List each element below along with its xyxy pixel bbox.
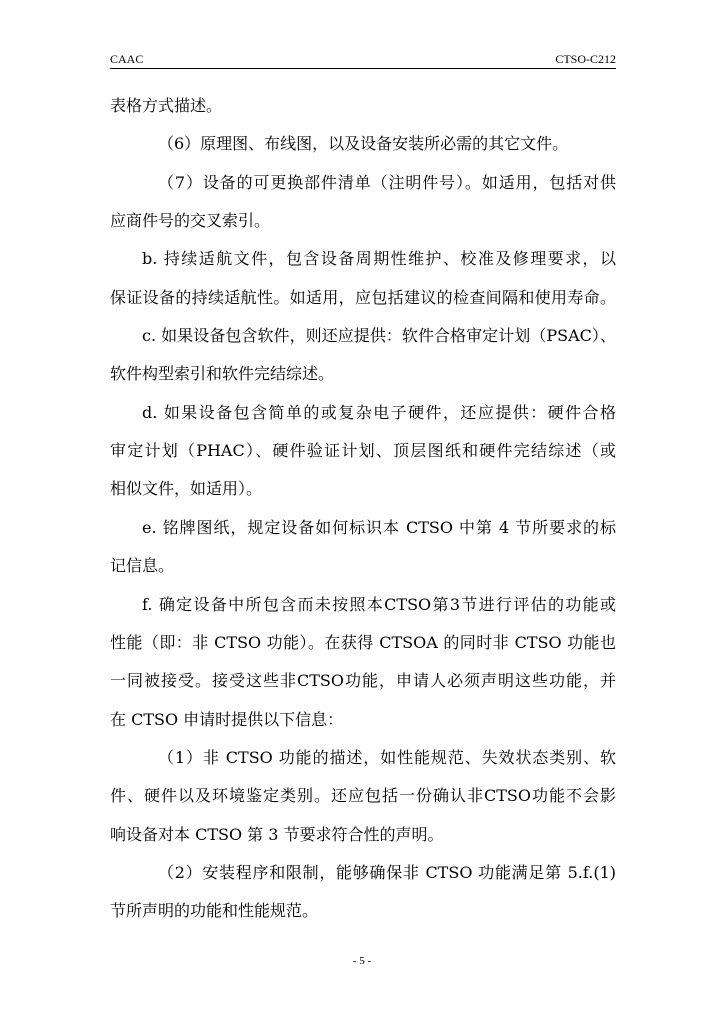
body-line: 响设备对本 CTSO 第 3 节要求符合性的声明。 — [110, 825, 444, 844]
body-line: （6）原理图、布线图，以及设备安装所必需的其它文件。 — [158, 134, 569, 153]
body-line: 相似文件，如适用）。 — [110, 479, 263, 498]
body-line: 表格方式描述。 — [110, 96, 223, 115]
body-line: 记信息。 — [110, 556, 175, 575]
header-left-caac: CAAC — [110, 52, 144, 66]
page-number: - 5 - — [352, 955, 372, 967]
header-rule — [110, 68, 616, 69]
body-line: b. 持续适航文件，包含设备周期性维护、校准及修理要求，以 — [142, 249, 616, 268]
body-line: 件、硬件以及环境鉴定类别。还应包括一份确认非CTSO功能不会影 — [110, 786, 616, 805]
body-line: e. 铭牌图纸，规定设备如何标识本 CTSO 中第 4 节所要求的标 — [142, 518, 616, 537]
body-line: 保证设备的持续适航性。如适用，应包括建议的检查间隔和使用寿命。 — [110, 288, 616, 307]
body-line: 性能（即：非 CTSO 功能）。在获得 CTSOA 的同时非 CTSO 功能也 — [110, 633, 616, 652]
body-line: 审定计划（PHAC）、硬件验证计划、顶层图纸和硬件完结综述（或 — [110, 441, 616, 460]
body-line: （2）安装程序和限制，能够确保非 CTSO 功能满足第 5.f.(1) — [158, 863, 616, 882]
body-line: 在 CTSO 申请时提供以下信息： — [110, 710, 344, 729]
body-line: 应商件号的交叉索引。 — [110, 211, 271, 230]
body-line: 节所声明的功能和性能规范。 — [110, 901, 319, 920]
body-line: d. 如果设备包含简单的或复杂电子硬件，还应提供：硬件合格 — [142, 403, 616, 422]
body-line: （7）设备的可更换部件清单（注明件号）。如适用，包括对供 — [158, 173, 616, 192]
body-line: （1）非 CTSO 功能的描述，如性能规范、失效状态类别、软 — [158, 748, 616, 767]
header-right-doc-id: CTSO-C212 — [555, 52, 616, 66]
body-line: c. 如果设备包含软件，则还应提供：软件合格审定计划（PSAC）、 — [142, 326, 616, 345]
body-line: 一同被接受。接受这些非CTSO功能，申请人必须声明这些功能，并 — [110, 671, 616, 690]
body-line: 软件构型索引和软件完结综述。 — [110, 364, 335, 383]
body-line: f. 确定设备中所包含而未按照本CTSO第3节进行评估的功能或 — [142, 595, 616, 614]
